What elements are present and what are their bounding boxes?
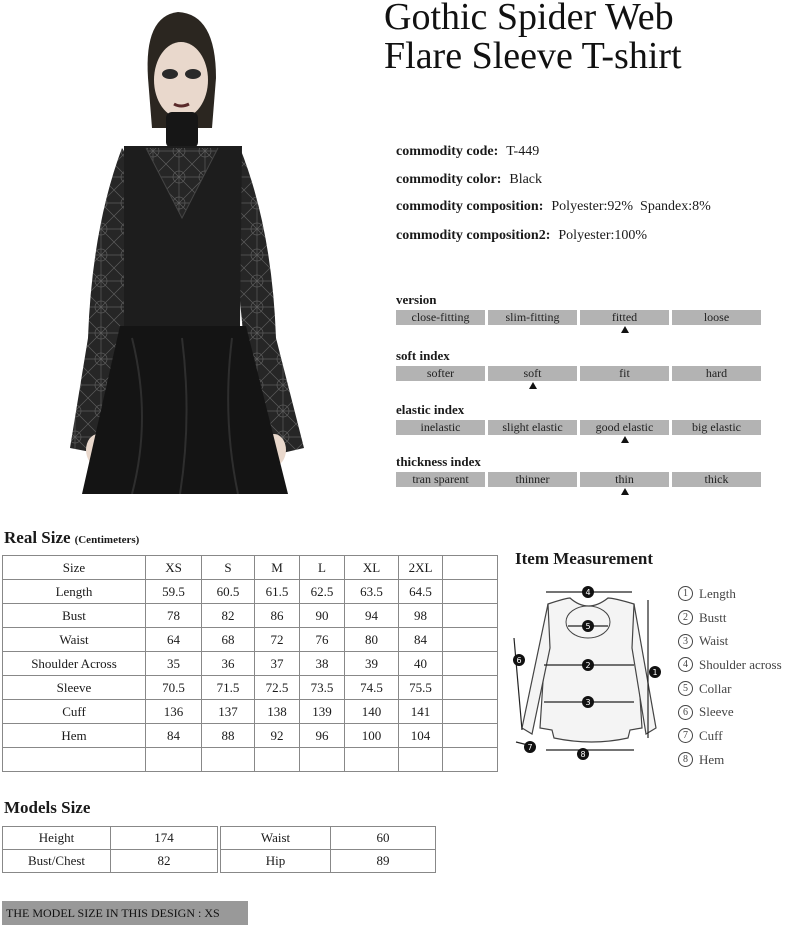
real-size-heading: [4, 528, 139, 548]
model-size-note: THE MODEL SIZE IN THIS DESIGN : XS: [2, 901, 248, 925]
models-size-heading: Models Size: [4, 798, 91, 817]
elastic-index-title: elastic index: [396, 402, 465, 417]
marker-5-label: 5: [585, 622, 591, 631]
index-option: slim-fitting: [488, 310, 577, 325]
table-cell: 72.5: [255, 676, 300, 700]
legend-item: [678, 700, 782, 724]
attr-value: Polyester:92% Spandex:8%: [551, 199, 711, 214]
table-cell: 96: [300, 724, 345, 748]
table-cell: 75.5: [399, 676, 443, 700]
table-row: [3, 748, 498, 772]
table-cell: Cuff: [3, 700, 146, 724]
table-cell: 90: [300, 604, 345, 628]
table-cell: Bust: [3, 604, 146, 628]
table-row: [3, 652, 498, 676]
thickness-index-scale: [396, 472, 761, 487]
table-cell: 92: [255, 724, 300, 748]
index-option: big elastic: [672, 420, 761, 435]
sleeve-line: [514, 638, 522, 730]
legend-number: 8: [678, 752, 693, 767]
table-cell: 104: [399, 724, 443, 748]
table-cell: [255, 748, 300, 772]
legend-label: Sleeve: [699, 704, 734, 720]
measure-value: 82: [111, 850, 218, 873]
index-option: thick: [672, 472, 761, 487]
table-cell: 76: [300, 628, 345, 652]
commodity-code: [396, 144, 539, 160]
attr-label: commodity color:: [396, 172, 502, 187]
table-cell: 70.5: [146, 676, 202, 700]
legend-number: 1: [678, 586, 693, 601]
legend-number: 5: [678, 681, 693, 696]
table-cell: [146, 748, 202, 772]
index-option: thinner: [488, 472, 577, 487]
selected-marker-icon: [621, 326, 629, 333]
table-cell: [443, 628, 498, 652]
table-cell: 63.5: [345, 580, 399, 604]
index-option: slight elastic: [488, 420, 577, 435]
soft-index-scale: [396, 366, 761, 381]
table-cell: [399, 748, 443, 772]
legend-item: [678, 724, 782, 748]
table-cell: 137: [202, 700, 255, 724]
marker-7-label: 7: [527, 743, 533, 752]
table-cell: 59.5: [146, 580, 202, 604]
table-row: [221, 827, 436, 850]
table-cell: [443, 700, 498, 724]
index-option: loose: [672, 310, 761, 325]
legend-number: 6: [678, 705, 693, 720]
legend-item: [678, 748, 782, 772]
index-option: inelastic: [396, 420, 485, 435]
table-cell: 140: [345, 700, 399, 724]
measurement-diagram: [508, 578, 676, 768]
table-cell: Hem: [3, 724, 146, 748]
soft-index-title: soft index: [396, 348, 450, 363]
size-table: [2, 555, 498, 772]
commodity-color: [396, 172, 542, 188]
table-row: [3, 827, 218, 850]
index-option: fit: [580, 366, 669, 381]
table-row: [3, 724, 498, 748]
models-size-table-left: [2, 826, 218, 873]
legend-label: Shoulder across: [699, 656, 782, 672]
attr-value: Polyester:100%: [558, 228, 648, 243]
measure-value: 174: [111, 827, 218, 850]
table-row: [3, 604, 498, 628]
legend-item: [678, 653, 782, 677]
table-cell: 88: [202, 724, 255, 748]
legend-label: Bustt: [699, 609, 727, 625]
table-row: [3, 850, 218, 873]
table-cell: Sleeve: [3, 676, 146, 700]
commodity-composition2: [396, 228, 647, 244]
table-cell: [345, 748, 399, 772]
table-row: [3, 580, 498, 604]
legend-item: [678, 582, 782, 606]
attr-label: commodity composition:: [396, 199, 544, 214]
measure-label: Height: [3, 827, 111, 850]
table-cell: XL: [345, 556, 399, 580]
table-cell: 2XL: [399, 556, 443, 580]
legend-item: [678, 629, 782, 653]
table-cell: 40: [399, 652, 443, 676]
legend-label: Collar: [699, 680, 732, 696]
legend-label: Waist: [699, 633, 729, 649]
table-cell: 82: [202, 604, 255, 628]
measurement-legend: [678, 582, 782, 772]
table-cell: [300, 748, 345, 772]
legend-item: [678, 606, 782, 630]
table-cell: Size: [3, 556, 146, 580]
elastic-index-scale: [396, 420, 761, 435]
table-cell: 60.5: [202, 580, 255, 604]
table-cell: 86: [255, 604, 300, 628]
attr-value: Black: [509, 172, 543, 187]
measure-label: Waist: [221, 827, 331, 850]
table-cell: [443, 724, 498, 748]
index-option: hard: [672, 366, 761, 381]
table-cell: [443, 676, 498, 700]
measure-label: Bust/Chest: [3, 850, 111, 873]
table-cell: 138: [255, 700, 300, 724]
table-cell: 73.5: [300, 676, 345, 700]
table-cell: Shoulder Across: [3, 652, 146, 676]
table-cell: 38: [300, 652, 345, 676]
version-scale: [396, 310, 761, 325]
table-cell: S: [202, 556, 255, 580]
models-size-table-right: [220, 826, 436, 873]
selected-marker-icon: [621, 436, 629, 443]
table-cell: [3, 748, 146, 772]
title-line-2: Flare Sleeve T-shirt: [384, 35, 682, 77]
table-cell: Length: [3, 580, 146, 604]
table-row: [3, 628, 498, 652]
table-cell: 36: [202, 652, 255, 676]
table-row: [221, 850, 436, 873]
table-cell: 64: [146, 628, 202, 652]
marker-2-label: 2: [585, 661, 591, 670]
table-cell: [202, 748, 255, 772]
legend-label: Length: [699, 585, 736, 601]
table-cell: 98: [399, 604, 443, 628]
marker-4-label: 4: [585, 588, 591, 597]
table-cell: [443, 604, 498, 628]
measure-value: 89: [331, 850, 436, 873]
table-cell: 35: [146, 652, 202, 676]
table-cell: [443, 652, 498, 676]
legend-number: 7: [678, 728, 693, 743]
table-cell: Waist: [3, 628, 146, 652]
table-cell: 141: [399, 700, 443, 724]
table-header-row: [3, 556, 498, 580]
table-cell: 80: [345, 628, 399, 652]
measure-label: Hip: [221, 850, 331, 873]
table-cell: XS: [146, 556, 202, 580]
legend-number: 3: [678, 634, 693, 649]
legend-label: Cuff: [699, 727, 723, 743]
table-cell: L: [300, 556, 345, 580]
selected-marker-icon: [621, 488, 629, 495]
table-row: [3, 700, 498, 724]
table-cell: M: [255, 556, 300, 580]
marker-1-label: 1: [652, 668, 658, 677]
version-title: version: [396, 292, 437, 307]
table-cell: 61.5: [255, 580, 300, 604]
table-cell: 100: [345, 724, 399, 748]
table-cell: 64.5: [399, 580, 443, 604]
table-cell: 71.5: [202, 676, 255, 700]
table-cell: 136: [146, 700, 202, 724]
selected-marker-icon: [529, 382, 537, 389]
index-option: good elastic: [580, 420, 669, 435]
table-row: [3, 676, 498, 700]
index-option: softer: [396, 366, 485, 381]
marker-6-label: 6: [516, 656, 522, 665]
attr-value: T-449: [506, 144, 540, 159]
commodity-composition: [396, 199, 711, 215]
index-option: thin: [580, 472, 669, 487]
table-cell: 78: [146, 604, 202, 628]
table-cell: 94: [345, 604, 399, 628]
real-size-unit: (Centimeters): [74, 534, 140, 546]
index-option: soft: [488, 366, 577, 381]
table-cell: 72: [255, 628, 300, 652]
table-cell: 84: [399, 628, 443, 652]
thickness-index-title: thickness index: [396, 454, 481, 469]
marker-8-label: 8: [580, 750, 586, 759]
attr-label: commodity composition2:: [396, 228, 551, 243]
index-option: fitted: [580, 310, 669, 325]
index-option: tran sparent: [396, 472, 485, 487]
product-title: [384, 0, 794, 76]
legend-item: [678, 677, 782, 701]
table-cell: 84: [146, 724, 202, 748]
legend-number: 2: [678, 610, 693, 625]
real-size-title: Real Size: [4, 528, 71, 547]
marker-3-label: 3: [585, 698, 591, 707]
table-cell: 62.5: [300, 580, 345, 604]
legend-number: 4: [678, 657, 693, 672]
table-cell: 74.5: [345, 676, 399, 700]
product-photo: [62, 8, 310, 494]
item-measurement-heading: Item Measurement: [515, 549, 654, 568]
legend-label: Hem: [699, 751, 725, 767]
table-cell: 39: [345, 652, 399, 676]
table-cell: [443, 556, 498, 580]
title-line-1: Gothic Spider Web: [384, 0, 674, 38]
table-cell: [443, 748, 498, 772]
measure-value: 60: [331, 827, 436, 850]
index-option: close-fitting: [396, 310, 485, 325]
table-cell: 139: [300, 700, 345, 724]
table-cell: 37: [255, 652, 300, 676]
table-cell: 68: [202, 628, 255, 652]
attr-label: commodity code:: [396, 144, 499, 159]
table-cell: [443, 580, 498, 604]
